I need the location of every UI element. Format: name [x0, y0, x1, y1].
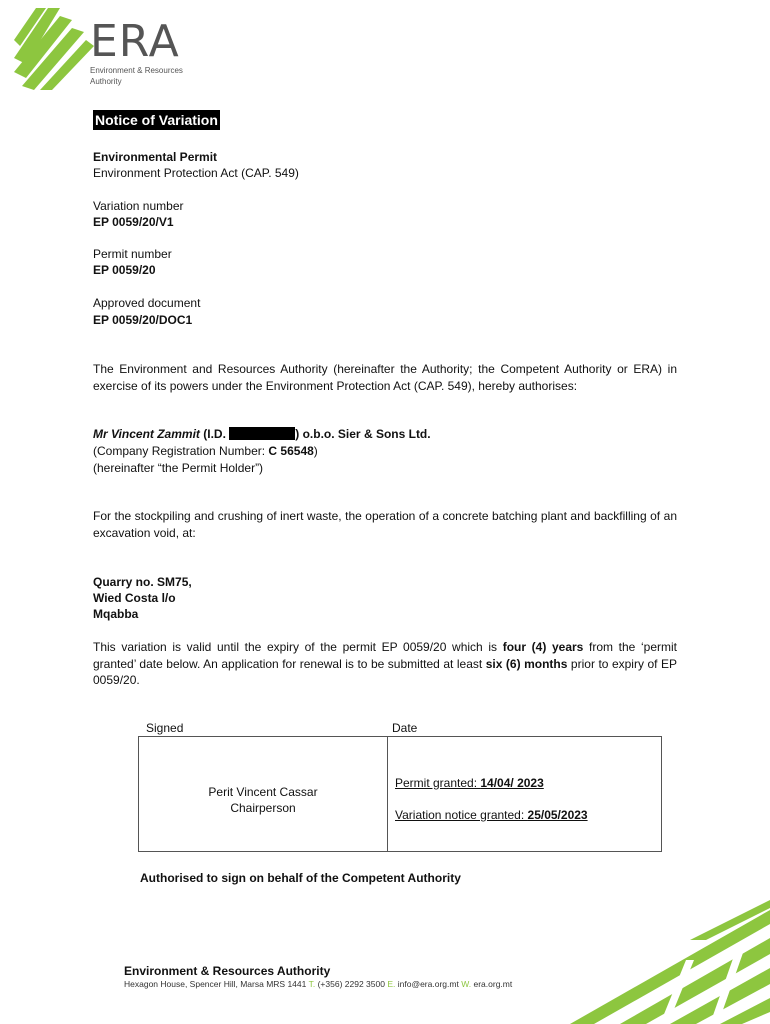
intro-paragraph: The Environment and Resources Authority (hereinafter the Authority; the Competent Authority or ERA) in exercise of its powers under the Environment Protection Act (CAP. 549), hereby authorises:	[93, 362, 677, 393]
signer-cell	[139, 737, 388, 852]
footer-stripes-graphic	[560, 900, 770, 1024]
document-label: Approved document	[93, 296, 201, 310]
registration-line	[93, 443, 318, 460]
footer-phone-label: T.	[308, 979, 316, 989]
logo-text	[90, 16, 183, 86]
variation-granted-line	[395, 807, 660, 824]
permit-label: Permit number	[93, 247, 172, 261]
validity-text-1: This variation is valid until the expiry of the permit EP 0059/20 which is	[93, 640, 503, 654]
validity-paragraph	[93, 639, 677, 689]
location-line-2: Wied Costa l/o	[93, 591, 176, 605]
permit-type: Environmental Permit	[93, 150, 218, 164]
logo-wordmark: ERA	[90, 16, 180, 67]
holder-line	[93, 426, 677, 443]
footer-web-label: W.	[461, 979, 472, 989]
validity-text-2: from the ‘permit granted’ date below. An application for renewal is to be submitted at least	[93, 640, 677, 671]
footer-web-link[interactable]: era.org.mt	[473, 979, 513, 989]
footer-address: Hexagon House, Spencer Hill, Marsa MRS 1441	[124, 979, 307, 989]
redaction-box	[229, 427, 295, 440]
variation-granted-date: 25/05/2023	[527, 808, 588, 822]
logo-subtitle-1: Environment & Resources	[90, 66, 183, 75]
registration-suffix: )	[313, 444, 318, 458]
signed-label: Signed	[146, 721, 184, 735]
renewal-period: six (6) months	[485, 656, 568, 671]
holder-id-prefix: (I.D.	[203, 427, 226, 441]
signature-table	[138, 736, 662, 852]
variation-label: Variation number	[93, 199, 184, 213]
variation-granted-label: Variation notice granted:	[395, 808, 528, 822]
date-label: Date	[392, 721, 418, 735]
location-line-3: Mqabba	[93, 607, 139, 621]
permit-granted-label: Permit granted:	[395, 775, 481, 790]
signer-role: Chairperson	[230, 801, 296, 815]
footer-organisation: Environment & Resources Authority	[124, 964, 331, 978]
footer-contact	[124, 979, 512, 989]
holder-name: Mr Vincent Zammit	[93, 427, 200, 441]
footer-email-link[interactable]: info@era.org.mt	[397, 979, 459, 989]
validity-duration: four (4) years	[502, 640, 584, 654]
document-number: EP 0059/20/DOC1	[93, 313, 193, 327]
page-title: Notice of Variation	[95, 112, 218, 128]
registration-prefix: (Company Registration Number:	[93, 444, 266, 458]
footer-email-label: E.	[387, 979, 396, 989]
location-line-1: Quarry no. SM75,	[93, 575, 192, 589]
logo-subtitle-2: Authority	[90, 77, 122, 86]
holder-id-suffix: ) o.b.o. Sier & Sons Ltd.	[295, 427, 431, 441]
permit-number: EP 0059/20	[93, 263, 156, 277]
registration-number: C 56548	[268, 444, 314, 458]
permit-granted-line	[395, 775, 660, 792]
footer-phone: (+356) 2292 3500	[317, 979, 385, 989]
variation-number: EP 0059/20/V1	[93, 215, 174, 229]
signer-name: Perit Vincent Cassar	[208, 784, 318, 799]
validity-text-3: prior to expiry of EP 0059/20.	[93, 656, 677, 687]
authorised-statement: Authorised to sign on behalf of the Competent Authority	[140, 871, 461, 885]
date-cell	[388, 737, 662, 852]
purpose-paragraph: For the stockpiling and crushing of inert waste, the operation of a concrete batching plant and backfilling of an excavation void, at:	[93, 509, 677, 540]
permit-granted-date: 14/04/ 2023	[480, 775, 544, 790]
act-reference: Environment Protection Act (CAP. 549)	[93, 166, 299, 180]
holder-hereinafter: (hereinafter “the Permit Holder”)	[93, 461, 264, 475]
